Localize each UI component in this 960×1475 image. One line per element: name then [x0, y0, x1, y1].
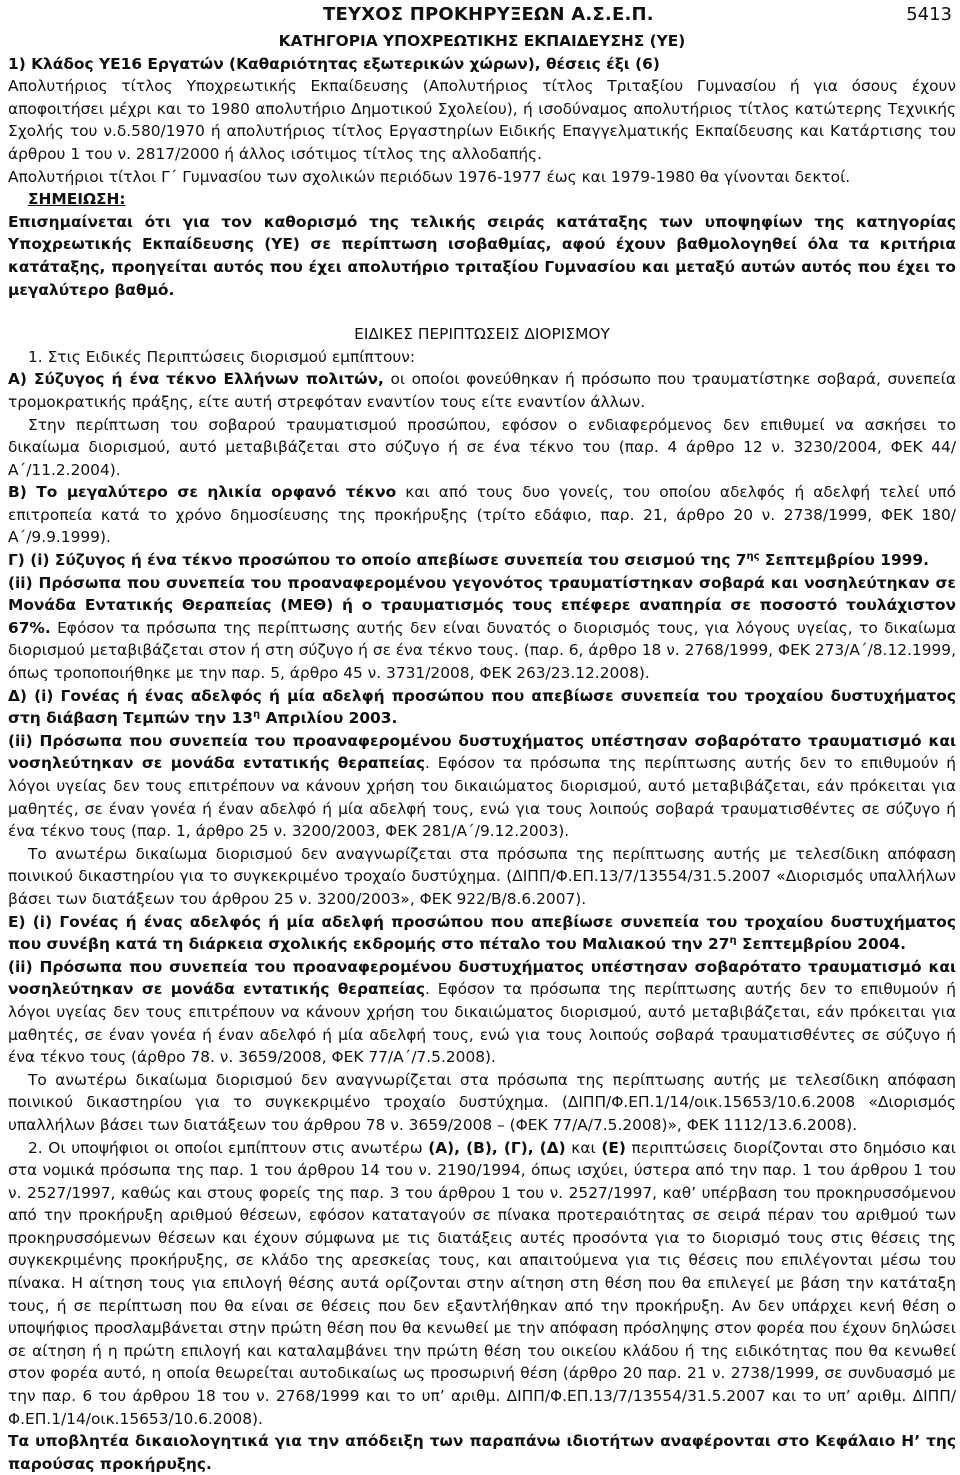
case-a: [8, 368, 956, 413]
case-d-ii: [8, 730, 956, 843]
case-d-ii-text: . Εφόσον τα πρόσωπα της περίπτωσης αυτής δεν το επιθυμούν ή λόγοι υγείας δεν τους επιτρέπουν να κάνουν χρήση του δικαιώματος διορισμού, αυτό μεταβιβάζεται, εάν πρόκειται για μαθητές, σε έναν γονέα ή έναν αδελφό ή μία αδελφή τους, ενώ για τους λοιπούς σοβαρά τραυματισθέντες σε σύζυγο ή ένα τέκνο τους (παρ. 1, άρθρο 25 ν. 3200/2003, ΦΕΚ 281/Α΄/9.12.2003).: [8, 754, 956, 841]
case-a-text: οι οποίοι φονεύθηκαν ή πρόσωπο που τραυματίστηκε σοβαρά, συνεπεία τρομοκρατικής πράξης, είτε αυτή στρεφόταν εναντίον τους είτε εναντίον άλλων.: [8, 370, 957, 411]
paragraph-2-mid: και: [565, 1138, 602, 1157]
publication-title: ΤΕΥΧΟΣ ΠΡΟΚΗΡΥΞΕΩΝ Α.Σ.Ε.Π.: [323, 4, 654, 25]
case-d-i-sup: η: [252, 709, 261, 721]
case-e-i: [8, 911, 956, 956]
paragraph-2-start: 2. Οι υποψήφιοι οι οποίοι εμπίπτουν στις ανωτέρω: [28, 1138, 429, 1157]
document-body: [8, 30, 956, 1475]
case-e-iii: Το ανωτέρω δικαίωμα διορισμού δεν αναγνωρίζεται στα πρόσωπα της περίπτωσης αυτής με τελεσίδικη απόφαση ποινικού δικαστηρίου για το συγκεκριμένο τροχαίο δυστύχημα. (ΔΙΠΠ/Φ.ΕΠ.1/14/οικ.15653/10.6.2008 «Διορισμός υπαλλήλων βάσει των διατάξεων του άρθρου 78 ν. 3659/2008 – (ΦΕΚ 77/Α/7.5.2008)», ΦΕΚ 1112/13.6.2008).: [8, 1070, 956, 1134]
paragraph-2-case-e: (Ε): [601, 1138, 626, 1157]
case-e-ii-text: . Εφόσον τα πρόσωπα της περίπτωσης αυτής δεν το επιθυμούν ή λόγοι υγείας δεν τους επιτρέπουν να κάνουν χρήση του δικαιώματος διορισμού, αυτό μεταβιβάζεται, εάν πρόκειται για μαθητές, σε έναν γονέα ή έναν αδελφό ή μία αδελφή τους, ενώ για τους λοιπούς σοβαρά τραυματισθέντες σε σύζυγο ή ένα τέκνο τους (άρθρο 78. ν. 3659/2008, ΦΕΚ 77/Α΄/7.5.2008).: [8, 980, 956, 1067]
case-e-ii-title: (ii) Πρόσωπα που συνεπεία του προαναφερομένου δυστυχήματος υπέστησαν σοβαρότατο τραυματισμό και νοσηλεύτηκαν σε μονάδα εντατικής θεραπείας: [8, 957, 956, 999]
branch-title: 1) Κλάδος ΥΕ16 Εργατών (Καθαριότητας εξωτερικών χώρων), θέσεις έξι (6): [8, 54, 660, 73]
paragraph-2-cases: (Α), (Β), (Γ), (Δ): [428, 1138, 566, 1157]
paragraph-2: [8, 1137, 956, 1431]
note-label: ΣΗΜΕΙΩΣΗ:: [28, 190, 126, 209]
case-g-i-sup: ης: [746, 550, 760, 562]
case-e-ii: [8, 956, 956, 1069]
case-d-ii-title: (ii) Πρόσωπα που συνεπεία του προαναφερομένου δυστυχήματος υπέστησαν σοβαρότατο τραυματισμό και νοσηλεύτηκαν σε μονάδα εντατικής θεραπείας: [8, 731, 956, 773]
case-e-i-sup: η: [729, 935, 737, 947]
final-note: Τα υποβλητέα δικαιολογητικά για την απόδειξη των παραπάνω ιδιοτήτων αναφέρονται στο Κεφάλαιο Η’ της παρούσας προκήρυξης.: [8, 1432, 956, 1473]
case-g-i-text: Γ) (i) Σύζυγος ή ένα τέκνο προσώπου το οποίο απεβίωσε συνεπεία του σεισμού της 7: [8, 551, 747, 570]
case-g-ii-text: Εφόσον τα πρόσωπα της περίπτωσης αυτής δεν είναι δυνατός ο διορισμός τους, για λόγους υγείας, το δικαίωμα διορισμού μεταβιβάζεται στον ή στη σύζυγο ή σε ένα τέκνο τους. (παρ. 6, άρθρο 18 ν. 2768/1999, ΦΕΚ 273/Α΄/8.12.1999, όπως τροποποιήθηκε με την παρ. 5, άρθρο 45 ν. 3731/2008, ΦΕΚ 263/23.12.2008).: [8, 618, 956, 683]
case-e-i-text: Ε) (i) Γονέας ή ένας αδελφός ή μία αδελφή προσώπου που απεβίωσε συνεπεία του τροχαίου δυστυχήματος που συνέβη κατά τη διάρκεια σχολικής εκδρομής στο πέταλο του Μαλιακού την 27: [8, 912, 956, 954]
special-cases-heading: ΕΙΔΙΚΕΣ ΠΕΡΙΠΤΩΣΕΙΣ ΔΙΟΡΙΣΜΟΥ: [354, 325, 610, 344]
page-number: 5413: [906, 4, 952, 25]
case-g-i-tail: Σεπτεμβρίου 1999.: [759, 551, 929, 570]
case-e-i-tail: Σεπτεμβρίου 2004.: [736, 935, 906, 954]
case-d-i-text: Δ) (i) Γονέας ή ένας αδελφός ή μία αδελφή προσώπου που απεβίωσε συνεπεία του τροχαίου δυστυχήματος στη διάβαση Τεμπών την 13: [8, 686, 956, 728]
case-d-i-tail: Απριλίου 2003.: [260, 709, 398, 728]
paragraph-2-rest: περιπτώσεις διορίζονται στο δημόσιο και στα νομικά πρόσωπα της παρ. 1 του άρθρου 14 του ν. 2190/1994, όπως ισχύει, ύστερα από την παρ. 1 του άρθρου 1 του ν. 2527/1997, καθώς και στους φορείς της παρ. 3 του άρθρου 1 του ν. 2527/1997, καθ’ υπέρβαση του προκηρυσσόμενου από την προκήρυξη αριθμού θέσεων, εφόσον καταταγούν σε πίνακα προτεραιότητας σε σειρά πέραν του αριθμού των προκηρυσσόμενων θέσεων και έχουν σύμφωνα με τις διατάξεις αυτές προσόντα για το διορισμό τους στις θέσεις της συγκεκριμένης προκήρυξης, σε κλάδο της αρεσκείας τους, και απαιτούμενα για τις θέσεις που επιλέγονται μέσω του πίνακα. Η αίτηση τους για επιλογή θέσης αυτά ορίζονται στην αίτηση στη θέση που θα επιλεγεί με βάση την κατάταξη τους, ή σε περίπτωση που θα είναι σε θέσεις που δεν εξαντλήθηκαν από την προκήρυξη. Αν δεν υπάρχει κενή θέση ο υποψήφιος προσλαμβάνεται στην πρώτη θέση που θα κενωθεί με την απόφαση πρόσληψης στον φορέα που έχουν δηλώσει σε αίτηση ή η πρώτη επιλογή και καταλαμβάνει την πρώτη θέση του οικείου κλάδου ή της ειδικότητας που θα κενωθεί στον φορέα αυτό, η οποία θεωρείται αυτοδικαίως ως προσωρινή θέση (άρθρο 20 παρ. 21 ν. 2738/1999, σε συνδυασμό με την παρ. 6 του άρθρου 18 του ν. 2768/1999 και το υπ’ αριθμ. ΔΙΠΠ/Φ.ΕΠ.13/7/13554/31.5.2007 και το υπ’ αριθμ. ΔΙΠΠ/Φ.ΕΠ.1/14/οικ.15653/10.6.2008).: [8, 1138, 956, 1428]
category-heading: ΚΑΤΗΓΟΡΙΑ ΥΠΟΧΡΕΩΤΙΚΗΣ ΕΚΠΑΙΔΕΥΣΗΣ (ΥΕ): [278, 32, 686, 50]
case-a-title: Α) Σύζυγος ή ένα τέκνο Ελλήνων πολιτών,: [8, 370, 384, 389]
case-g-ii-title: (ii) Πρόσωπα που συνεπεία του προαναφερομένου γεγονότος τραυματίστηκαν σοβαρά και νοσηλεύτηκαν σε Μονάδα Εντατικής Θεραπείας (ΜΕΘ) ή ο τραυματισμός τους επέφερε αναπηρία σε ποσοστό τουλάχιστον 67%.: [8, 573, 956, 637]
note-text: Επισημαίνεται ότι για τον καθορισμό της τελικής σειράς κατάταξης των υποψηφίων της κατηγορίας Υποχρεωτικής Εκπαίδευσης (ΥΕ) σε περίπτωση ισοβαθμίας, αφού έχουν βαθμολογηθεί όλα τα κριτήρια κατάταξης, προηγείται αυτός που έχει απολυτήριο τριταξίου Γυμνασίου και μεταξύ αυτών αυτός που έχει το μεγαλύτερο βαθμό.: [8, 212, 956, 299]
accepted-titles: Απολυτήριοι τίτλοι Γ΄ Γυμνασίου των σχολικών περιόδων 1976-1977 έως και 1979-1980 θα γίνονται δεκτοί.: [8, 167, 851, 186]
case-b-text: και από τους δυο γονείς, του οποίου αδελφός ή αδελφή τελεί υπό επιτροπεία κατά το χρόνο δημοσίευσης της προκήρυξης (τρίτο εδάφιο, παρ. 21, άρθρο 20 ν. 2738/1999, ΦΕΚ 180/Α΄/9.9.1999).: [8, 483, 956, 547]
document-page: [8, 0, 957, 1473]
case-d-i: [8, 685, 956, 730]
case-g-i: [8, 549, 956, 572]
case-b: [8, 481, 956, 549]
case-b-title: Β) Το μεγαλύτερο σε ηλικία ορφανό τέκνο: [8, 483, 397, 502]
case-d-iii: Το ανωτέρω δικαίωμα διορισμού δεν αναγνωρίζεται στα πρόσωπα της περίπτωσης αυτής με τελεσίδικη απόφαση ποινικού δικαστηρίου για το συγκεκριμένο τροχαίο δυστύχημα. (ΔΙΠΠ/Φ.ΕΠ.13/7/13554/31.5.2007 «Διορισμός υπαλλήλων βάσει των διατάξεων του άρθρου 25 ν. 3200/2003», ΦΕΚ 922/Β/8.6.2007).: [8, 844, 956, 908]
qualification-requirement: Απολυτήριος τίτλος Υποχρεωτικής Εκπαίδευσης (Απολυτήριος τίτλος Τριταξίου Γυμνασίου ή για όσους έχουν αποφοιτήσει μέχρι και το 1980 απολυτήριο Δημοτικού Σχολείου), ή ισοδύναμος απολυτήριος τίτλος κατώτερης Τεχνικής Σχολής του ν.δ.580/1970 ή απολυτήριος τίτλος Εργαστηρίων Ειδικής Επαγγελματικής Εκπαίδευσης και Κατάρτισης του άρθρου 1 του ν. 2817/2000 ή άλλος ισότιμος τίτλος της αλλοδαπής.: [8, 77, 956, 163]
case-g-ii: [8, 572, 956, 685]
case-a-paragraph-2: Στην περίπτωση του σοβαρού τραυματισμού προσώπου, εφόσον ο ενδιαφερόμενος δεν επιθυμεί να ασκήσει το δικαίωμα διορισμού, αυτό μεταβιβάζεται στο σύζυγο ή σε ένα τέκνο του (παρ. 4 άρθρο 12 ν. 3230/2004, ΦΕΚ 44/Α΄/11.2.2004).: [8, 415, 956, 479]
special-cases-intro: 1. Στις Ειδικές Περιπτώσεις διορισμού εμπίπτουν:: [28, 347, 416, 366]
page-header: [8, 0, 956, 28]
